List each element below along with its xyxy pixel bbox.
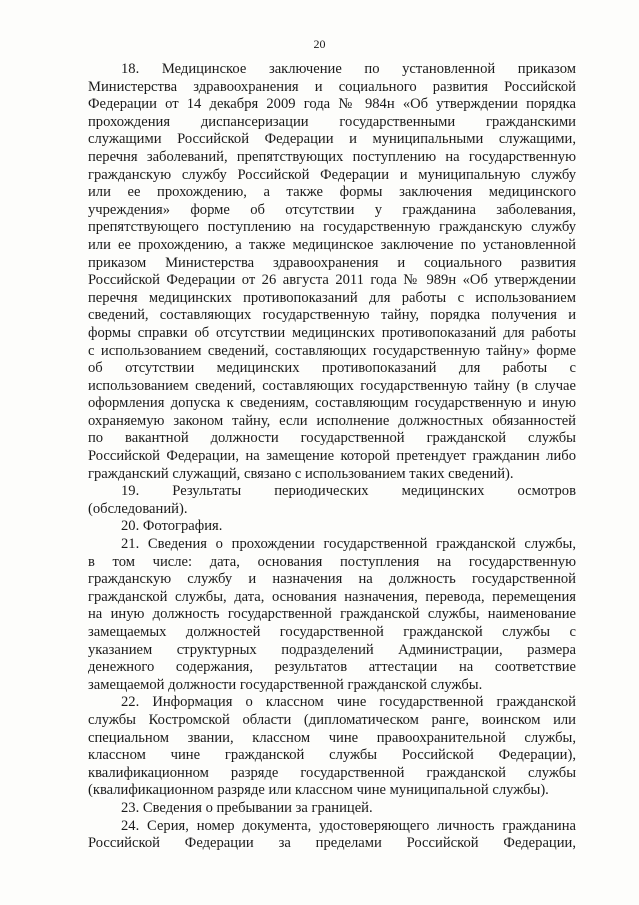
text-line: по вакантной должности государственной гражданской службы — [88, 430, 576, 447]
text-line: формы справки об отсутствии медицинских противопоказаний для работы — [88, 324, 576, 341]
text-line: классном чине гражданской службы Российской Федерации), — [88, 747, 576, 764]
text-line: 22. Информация о классном чине государственной гражданской — [121, 694, 576, 711]
text-line: приказом Министерства здравоохранения и социального развития — [88, 254, 576, 271]
text-line: прохождения диспансеризации государственными гражданскими — [88, 113, 576, 130]
text-line: гражданской службы, дата, основания назначения, перевода, перемещения — [88, 588, 576, 605]
document-body — [88, 61, 576, 853]
text-line: в том числе: дата, основания поступления на государственную — [88, 553, 576, 570]
text-line: специальном звании, классном чине правоохранительной службы, — [88, 729, 576, 746]
text-line: указанием структурных подразделений Администрации, размера — [88, 641, 576, 658]
text-line: или ее прохождению, а также формы заключения медицинского — [88, 184, 576, 201]
text-line: или ее прохождению, а также медицинское заключение по установленной — [88, 236, 576, 253]
text-line: перечня медицинских противопоказаний для работы с использованием — [88, 289, 576, 306]
text-line: с использованием сведений, составляющих государственную тайну» форме — [88, 342, 576, 359]
text-line: сведений, составляющих государственную тайну, порядка получения и — [88, 307, 576, 324]
text-line: (обследований). — [88, 500, 188, 517]
text-line: (квалификационном разряде или классном чине муниципальной службы). — [88, 782, 549, 799]
text-line: перечня заболеваний, препятствующих поступлению на государственную — [88, 148, 576, 165]
text-line: 18. Медицинское заключение по установленной приказом — [121, 61, 576, 77]
text-line: об отсутствии медицинских противопоказаний для работы с — [88, 360, 576, 377]
text-line: учреждения» форме об отсутствии у гражданина заболевания, — [88, 201, 576, 218]
text-line: Российской Федерации за пределами Российской Федерации, — [88, 835, 576, 852]
page-number: 20 — [313, 37, 326, 51]
text-line: 20. Фотография. — [121, 518, 223, 535]
text-line: оформления допуска к сведениям, составляющим государственную и иную — [88, 395, 576, 412]
text-line: служащими Российской Федерации и муниципальными служащими, — [88, 131, 576, 148]
text-line: денежного содержания, результатов аттестации на соответствие — [88, 659, 576, 676]
text-line: замещаемых должностей государственной гражданской службы с — [88, 624, 576, 640]
text-line: 24. Серия, номер документа, удостоверяющего личность гражданина — [121, 817, 576, 834]
text-line: Федерации от 14 декабря 2009 года № 984н «Об утверждении порядка — [88, 96, 576, 113]
text-line: использованием сведений, составляющих государственную тайну (в случае — [88, 377, 576, 394]
text-line: службы Костромской области (дипломатическом ранге, воинском или — [88, 711, 576, 728]
text-line: Российской Федерации от 26 августа 2011 года № 989н «Об утверждении — [88, 272, 576, 289]
text-line: охраняемую законом тайну, если исполнение должностных обязанностей — [88, 412, 576, 429]
text-line: 19. Результаты периодических медицинских осмотров — [121, 483, 576, 500]
text-line: Российской Федерации, на замещение которой претендует гражданин либо — [88, 448, 576, 465]
text-line: квалификационном разряде государственной гражданской службы — [88, 764, 576, 781]
text-line: Министерства здравоохранения и социального развития Российской — [88, 78, 576, 95]
text-line: гражданскую службу и назначения на должность государственной — [88, 571, 576, 588]
text-line: на иную должность государственной гражданской службы, наименование — [88, 606, 576, 623]
text-line: гражданскую службу Российской Федерации и муниципальную службу — [88, 166, 576, 183]
text-line: препятствующего поступлению на государственную гражданскую службу — [88, 219, 576, 236]
text-line: замещаемой должности государственной гражданской службы. — [88, 676, 483, 693]
text-line: 21. Сведения о прохождении государственной гражданской службы, — [121, 536, 576, 553]
text-line: 23. Сведения о пребывании за границей. — [121, 799, 373, 816]
text-line: гражданский служащий, связано с использованием таких сведений). — [88, 465, 514, 482]
